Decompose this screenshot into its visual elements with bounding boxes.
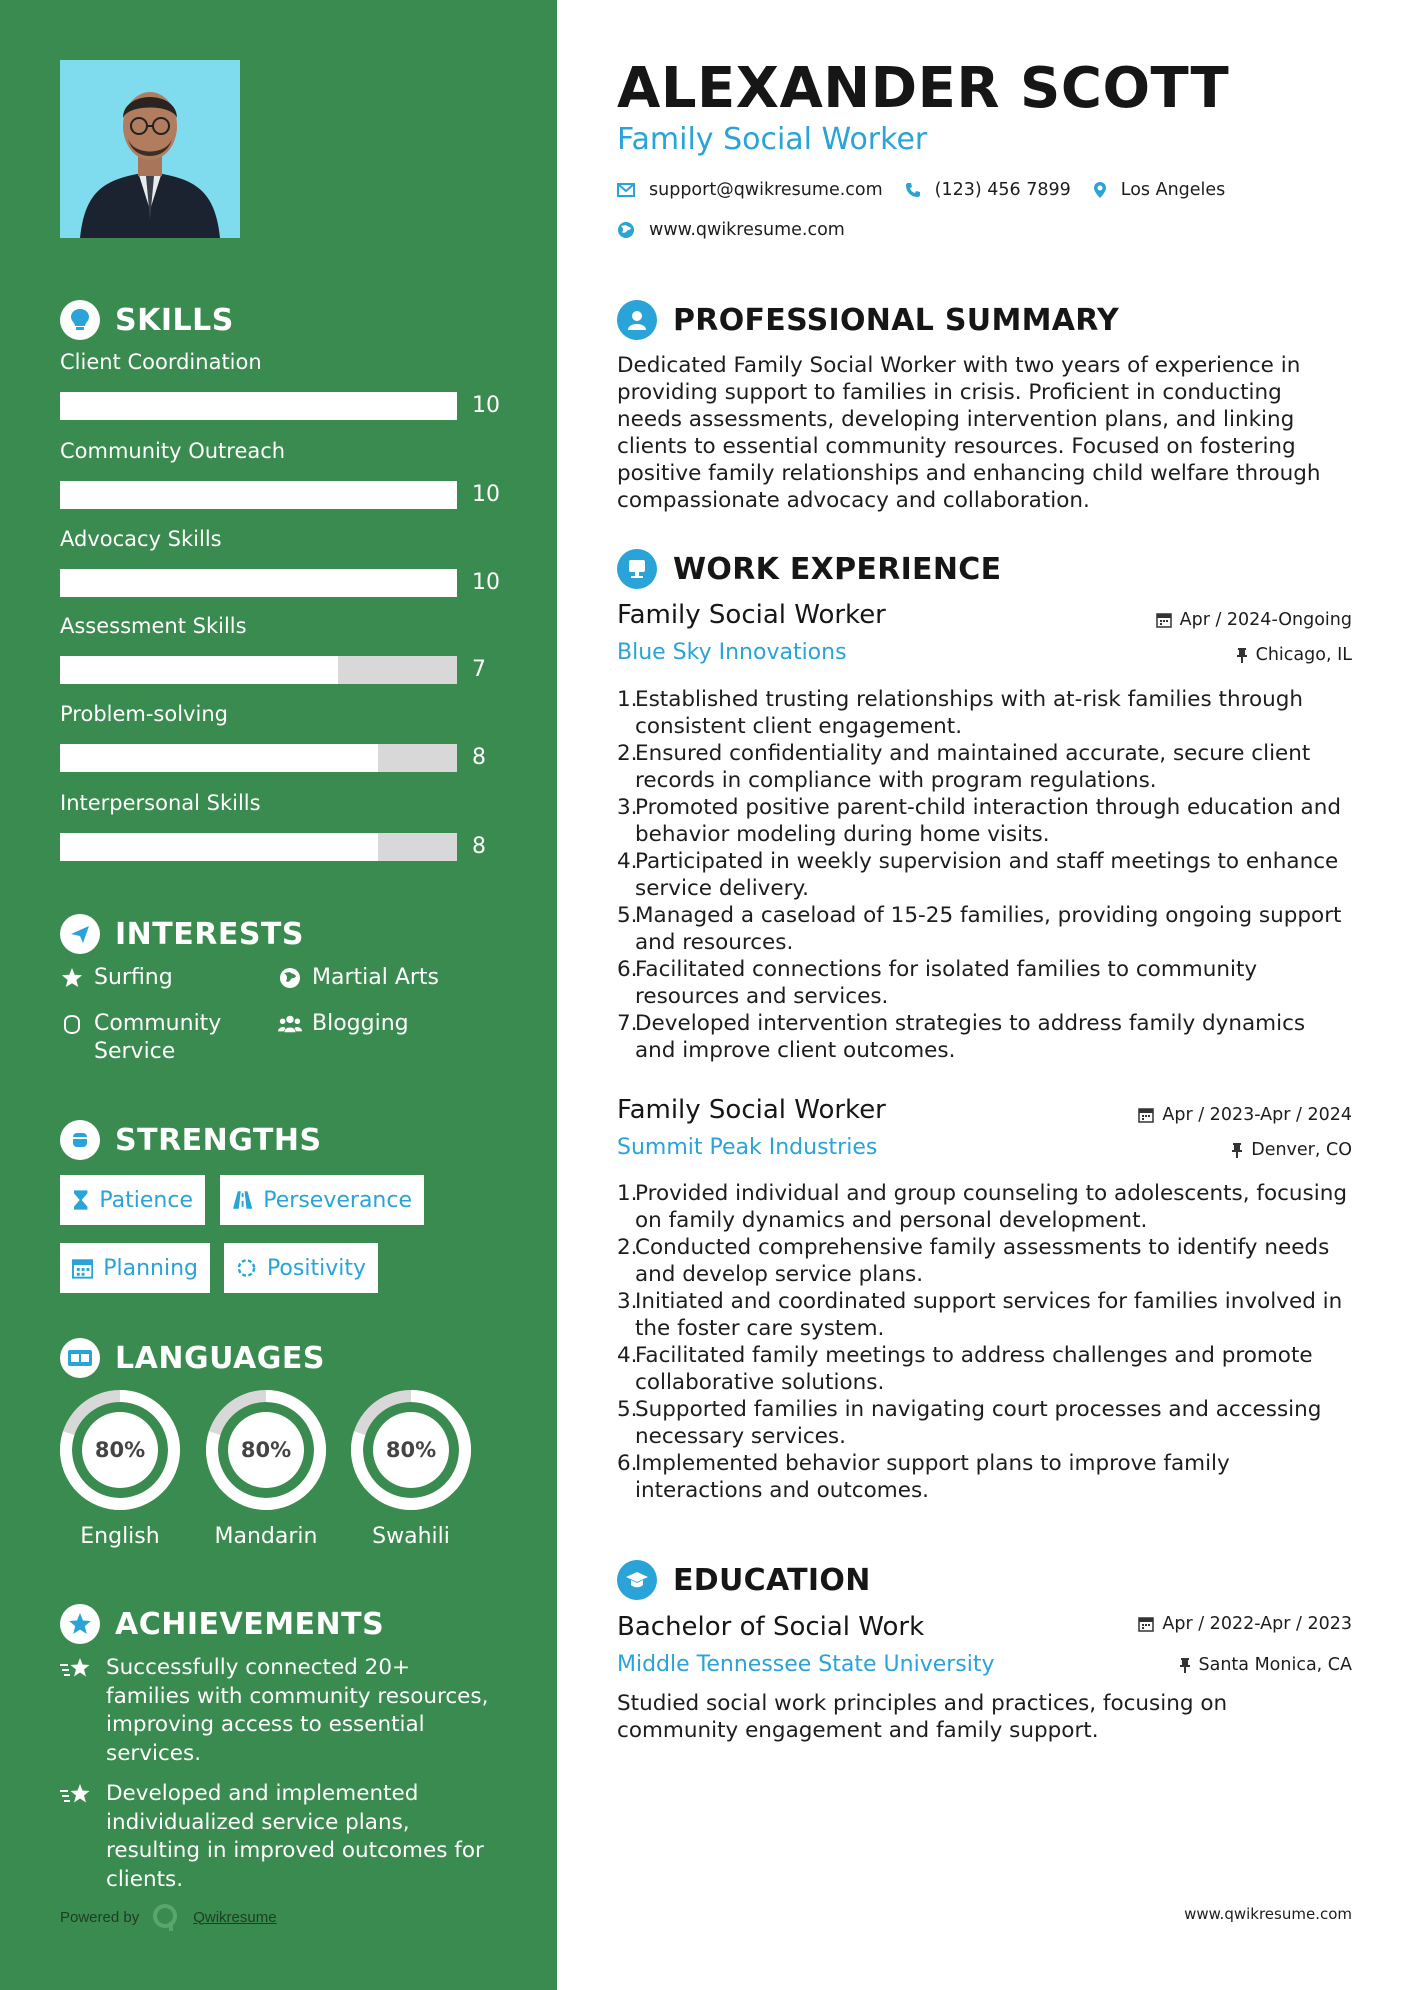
job-bullet-text: Promoted positive parent-child interaction through education and behavior modeling during home visits. (635, 795, 1342, 847)
job-bullet: 6. Facilitated connections for isolated families to community resources and services. (617, 956, 1352, 1010)
job-dates (1156, 610, 1352, 630)
fist-icon (60, 1120, 100, 1160)
candidate-name: ALEXANDER SCOTT (617, 56, 1230, 121)
interest-item (60, 964, 173, 992)
job-bullet-text: Facilitated connections for isolated families to community resources and services. (635, 957, 1258, 1009)
skill-item (60, 439, 500, 507)
language-icon (60, 1338, 100, 1378)
interests-header (60, 914, 304, 954)
website-link[interactable]: www.qwikresume.com (649, 220, 845, 240)
language-ring (58, 1388, 182, 1512)
pin-icon (1179, 1657, 1191, 1673)
powered-brand-link[interactable]: Qwikresume (193, 1908, 277, 1926)
skill-bar-fill (60, 656, 338, 684)
job-company: Summit Peak Industries (617, 1135, 878, 1160)
job-bullet: 2. Conducted comprehensive family assessments to identify needs and develop service plans. (617, 1234, 1352, 1288)
calendar-icon (1138, 1107, 1154, 1123)
interest-item (60, 1010, 250, 1066)
language-name: Swahili (372, 1524, 450, 1549)
circle-notch-icon (236, 1257, 257, 1279)
language-percent: 80% (385, 1438, 437, 1462)
summary-text: Dedicated Family Social Worker with two years of experience in providing support to families in crisis. Proficient in conducting needs assessments, developing intervention plans, and linking clients to essential community resources. Focused on fostering positive family relationships and enhancing child welfare through compassionate advocacy and collaboration. (617, 353, 1321, 513)
shooting-star-icon (60, 1654, 94, 1768)
summary-title: PROFESSIONAL SUMMARY (673, 302, 1120, 338)
achievement-item (60, 1654, 500, 1768)
job-location (1236, 645, 1352, 665)
skill-name: Problem-solving (60, 702, 228, 726)
skill-name: Interpersonal Skills (60, 791, 261, 815)
skill-bar (60, 833, 457, 861)
language-name: Mandarin (214, 1524, 318, 1549)
skill-bar-fill (60, 744, 378, 772)
achievement-text: Developed and implemented individualized service plans, resulting in improved outcomes for clients. (106, 1781, 484, 1892)
skills-header (60, 300, 234, 340)
language-ring (349, 1388, 473, 1512)
skill-value: 7 (472, 657, 486, 682)
calendar-icon (1156, 612, 1172, 628)
language-percent: 80% (240, 1438, 292, 1462)
skill-name: Community Outreach (60, 439, 286, 463)
education-description: Studied social work principles and practices, focusing on community engagement and family support. (617, 1691, 1228, 1743)
summary-header (617, 300, 1119, 340)
job-bullets (617, 1180, 1352, 1504)
job-bullet: 2. Ensured confidentiality and maintained accurate, secure client records in compliance with program regulations. (617, 740, 1352, 794)
achievements-header (60, 1604, 384, 1644)
school: Middle Tennessee State University (617, 1652, 995, 1677)
job-bullet-text: Provided individual and group counseling to adolescents, focusing on family dynamics and personal development. (635, 1181, 1347, 1233)
email-link[interactable]: support@qwikresume.com (649, 180, 883, 200)
skill-bar (60, 569, 457, 597)
user-icon (617, 300, 657, 340)
skill-item (60, 791, 500, 859)
job-location (1231, 1140, 1352, 1160)
interest-label: Surfing (94, 965, 173, 990)
job-bullet: 3. Promoted positive parent-child interaction through education and behavior modeling during home visits. (617, 794, 1352, 848)
education-location-text: Santa Monica, CA (1198, 1655, 1352, 1675)
languages-header (60, 1338, 325, 1378)
powered-by (60, 1902, 277, 1932)
interest-item (278, 1010, 409, 1038)
strength-label: Planning (103, 1255, 198, 1281)
education-dates-text: Apr / 2022-Apr / 2023 (1162, 1614, 1352, 1634)
skill-item (60, 614, 500, 682)
skill-bar (60, 656, 457, 684)
skill-bar-fill (60, 569, 457, 597)
graduation-cap-icon (617, 1560, 657, 1600)
job-bullet-text: Participated in weekly supervision and staff meetings to enhance service delivery. (635, 849, 1339, 901)
degree: Bachelor of Social Work (617, 1612, 925, 1642)
language-item (204, 1388, 328, 1549)
skill-item (60, 527, 500, 595)
skill-value: 10 (472, 570, 500, 595)
job-bullet-text: Developed intervention strategies to address family dynamics and improve client outcomes. (635, 1011, 1306, 1063)
contact-row (617, 180, 1225, 200)
star-icon (60, 964, 84, 992)
job-bullet: 5. Managed a caseload of 15-25 families, providing ongoing support and resources. (617, 902, 1352, 956)
hourglass-icon (72, 1189, 89, 1211)
strength-chip (60, 1175, 205, 1225)
users-icon (278, 1010, 302, 1038)
strength-label: Perseverance (263, 1187, 412, 1213)
calendar-icon (1138, 1616, 1154, 1632)
skill-value: 8 (472, 834, 486, 859)
languages-title: LANGUAGES (115, 1340, 325, 1376)
globe-icon (278, 964, 302, 992)
skills-title: SKILLS (115, 302, 234, 338)
language-ring (204, 1388, 328, 1512)
job-bullet: 3. Initiated and coordinated support services for families involved in the foster care system. (617, 1288, 1352, 1342)
job-bullet: 4. Participated in weekly supervision and staff meetings to enhance service delivery. (617, 848, 1352, 902)
briefcase-icon (617, 549, 657, 589)
skill-bar-fill (60, 392, 457, 420)
job-bullet: 7. Developed intervention strategies to address family dynamics and improve client outcomes. (617, 1010, 1352, 1064)
hand-icon (60, 1010, 84, 1038)
skill-bar (60, 392, 457, 420)
envelope-icon (617, 183, 635, 197)
phone-icon (905, 182, 921, 198)
job-dates-text: Apr / 2023-Apr / 2024 (1162, 1105, 1352, 1125)
skill-name: Assessment Skills (60, 614, 247, 638)
skill-value: 10 (472, 393, 500, 418)
skill-bar-fill (60, 481, 457, 509)
candidate-role: Family Social Worker (617, 122, 928, 157)
qwikresume-logo-icon (151, 1902, 181, 1932)
powered-prefix: Powered by (60, 1908, 140, 1926)
job-bullet: 6. Implemented behavior support plans to improve family interactions and outcomes. (617, 1450, 1352, 1504)
calendar-icon (72, 1257, 93, 1279)
education-title: EDUCATION (673, 1562, 871, 1598)
job-bullet-text: Initiated and coordinated support services for families involved in the foster care system. (635, 1289, 1343, 1341)
education-header (617, 1560, 871, 1600)
strengths-title: STRENGTHS (115, 1122, 322, 1158)
job-bullet-text: Conducted comprehensive family assessments to identify needs and develop service plans. (635, 1235, 1330, 1287)
job-bullet-text: Supported families in navigating court processes and accessing necessary services. (635, 1397, 1322, 1449)
strength-chip (220, 1175, 424, 1225)
job-location-text: Chicago, IL (1255, 645, 1352, 665)
strength-label: Positivity (266, 1255, 366, 1281)
pin-icon (1236, 647, 1248, 663)
strength-chip (60, 1243, 210, 1293)
globe-icon (617, 221, 635, 239)
skill-bar (60, 744, 457, 772)
interest-label: Community Service (94, 1011, 222, 1064)
paper-plane-icon (60, 914, 100, 954)
strength-chip (224, 1243, 378, 1293)
language-percent: 80% (94, 1438, 146, 1462)
skill-bar (60, 481, 457, 509)
job-bullet-text: Facilitated family meetings to address challenges and promote collaborative solutions. (635, 1343, 1313, 1395)
interest-item (278, 964, 439, 992)
job-bullet-text: Implemented behavior support plans to improve family interactions and outcomes. (635, 1451, 1230, 1503)
job-location-text: Denver, CO (1251, 1140, 1352, 1160)
skill-item (60, 702, 500, 770)
job-bullet: 4. Facilitated family meetings to address challenges and promote collaborative solutions. (617, 1342, 1352, 1396)
star-badge-icon (60, 1604, 100, 1644)
language-name: English (80, 1524, 160, 1549)
interest-label: Blogging (312, 1011, 409, 1036)
job-dates (1138, 1105, 1352, 1125)
interest-label: Martial Arts (312, 965, 440, 990)
skill-value: 8 (472, 745, 486, 770)
job-bullet: 5. Supported families in navigating court processes and accessing necessary services. (617, 1396, 1352, 1450)
profile-photo (60, 60, 240, 238)
experience-title: WORK EXPERIENCE (673, 551, 1002, 587)
strengths-header (60, 1120, 322, 1160)
shooting-star-icon (60, 1780, 94, 1894)
skill-name: Advocacy Skills (60, 527, 222, 551)
lightbulb-icon (60, 300, 100, 340)
job-bullet-text: Established trusting relationships with at-risk families through consistent client engagement. (635, 687, 1304, 739)
job-bullet: 1. Provided individual and group counseling to adolescents, focusing on family dynamics and personal development. (617, 1180, 1352, 1234)
education-location (1179, 1655, 1353, 1675)
strength-label: Patience (99, 1187, 193, 1213)
language-item (58, 1388, 182, 1549)
website-row (617, 220, 845, 240)
job-bullet-text: Ensured confidentiality and maintained accurate, secure client records in compliance with program regulations. (635, 741, 1311, 793)
job-bullet-text: Managed a caseload of 15-25 families, providing ongoing support and resources. (635, 903, 1342, 955)
phone-text: (123) 456 7899 (934, 180, 1071, 200)
job-title: Family Social Worker (617, 600, 886, 630)
road-icon (232, 1190, 253, 1210)
achievement-item (60, 1780, 500, 1894)
job-title: Family Social Worker (617, 1095, 886, 1125)
map-pin-icon (1093, 181, 1107, 199)
footer-url[interactable]: www.qwikresume.com (1184, 1905, 1352, 1923)
job-dates-text: Apr / 2024-Ongoing (1179, 610, 1352, 630)
experience-header (617, 549, 1001, 589)
skill-bar-fill (60, 833, 378, 861)
sidebar (0, 0, 557, 1990)
interests-title: INTERESTS (115, 916, 304, 952)
skill-value: 10 (472, 482, 500, 507)
skill-name: Client Coordination (60, 350, 262, 374)
education-dates (1138, 1614, 1352, 1634)
job-bullet: 1. Established trusting relationships with at-risk families through consistent client engagement. (617, 686, 1352, 740)
job-company: Blue Sky Innovations (617, 640, 847, 665)
location-text: Los Angeles (1120, 180, 1226, 200)
job-bullets (617, 686, 1352, 1064)
skill-item (60, 350, 500, 418)
achievement-text: Successfully connected 20+ families with community resources, improving access to essential services. (106, 1655, 489, 1766)
achievements-title: ACHIEVEMENTS (115, 1606, 385, 1642)
pin-icon (1231, 1142, 1243, 1158)
language-item (349, 1388, 473, 1549)
